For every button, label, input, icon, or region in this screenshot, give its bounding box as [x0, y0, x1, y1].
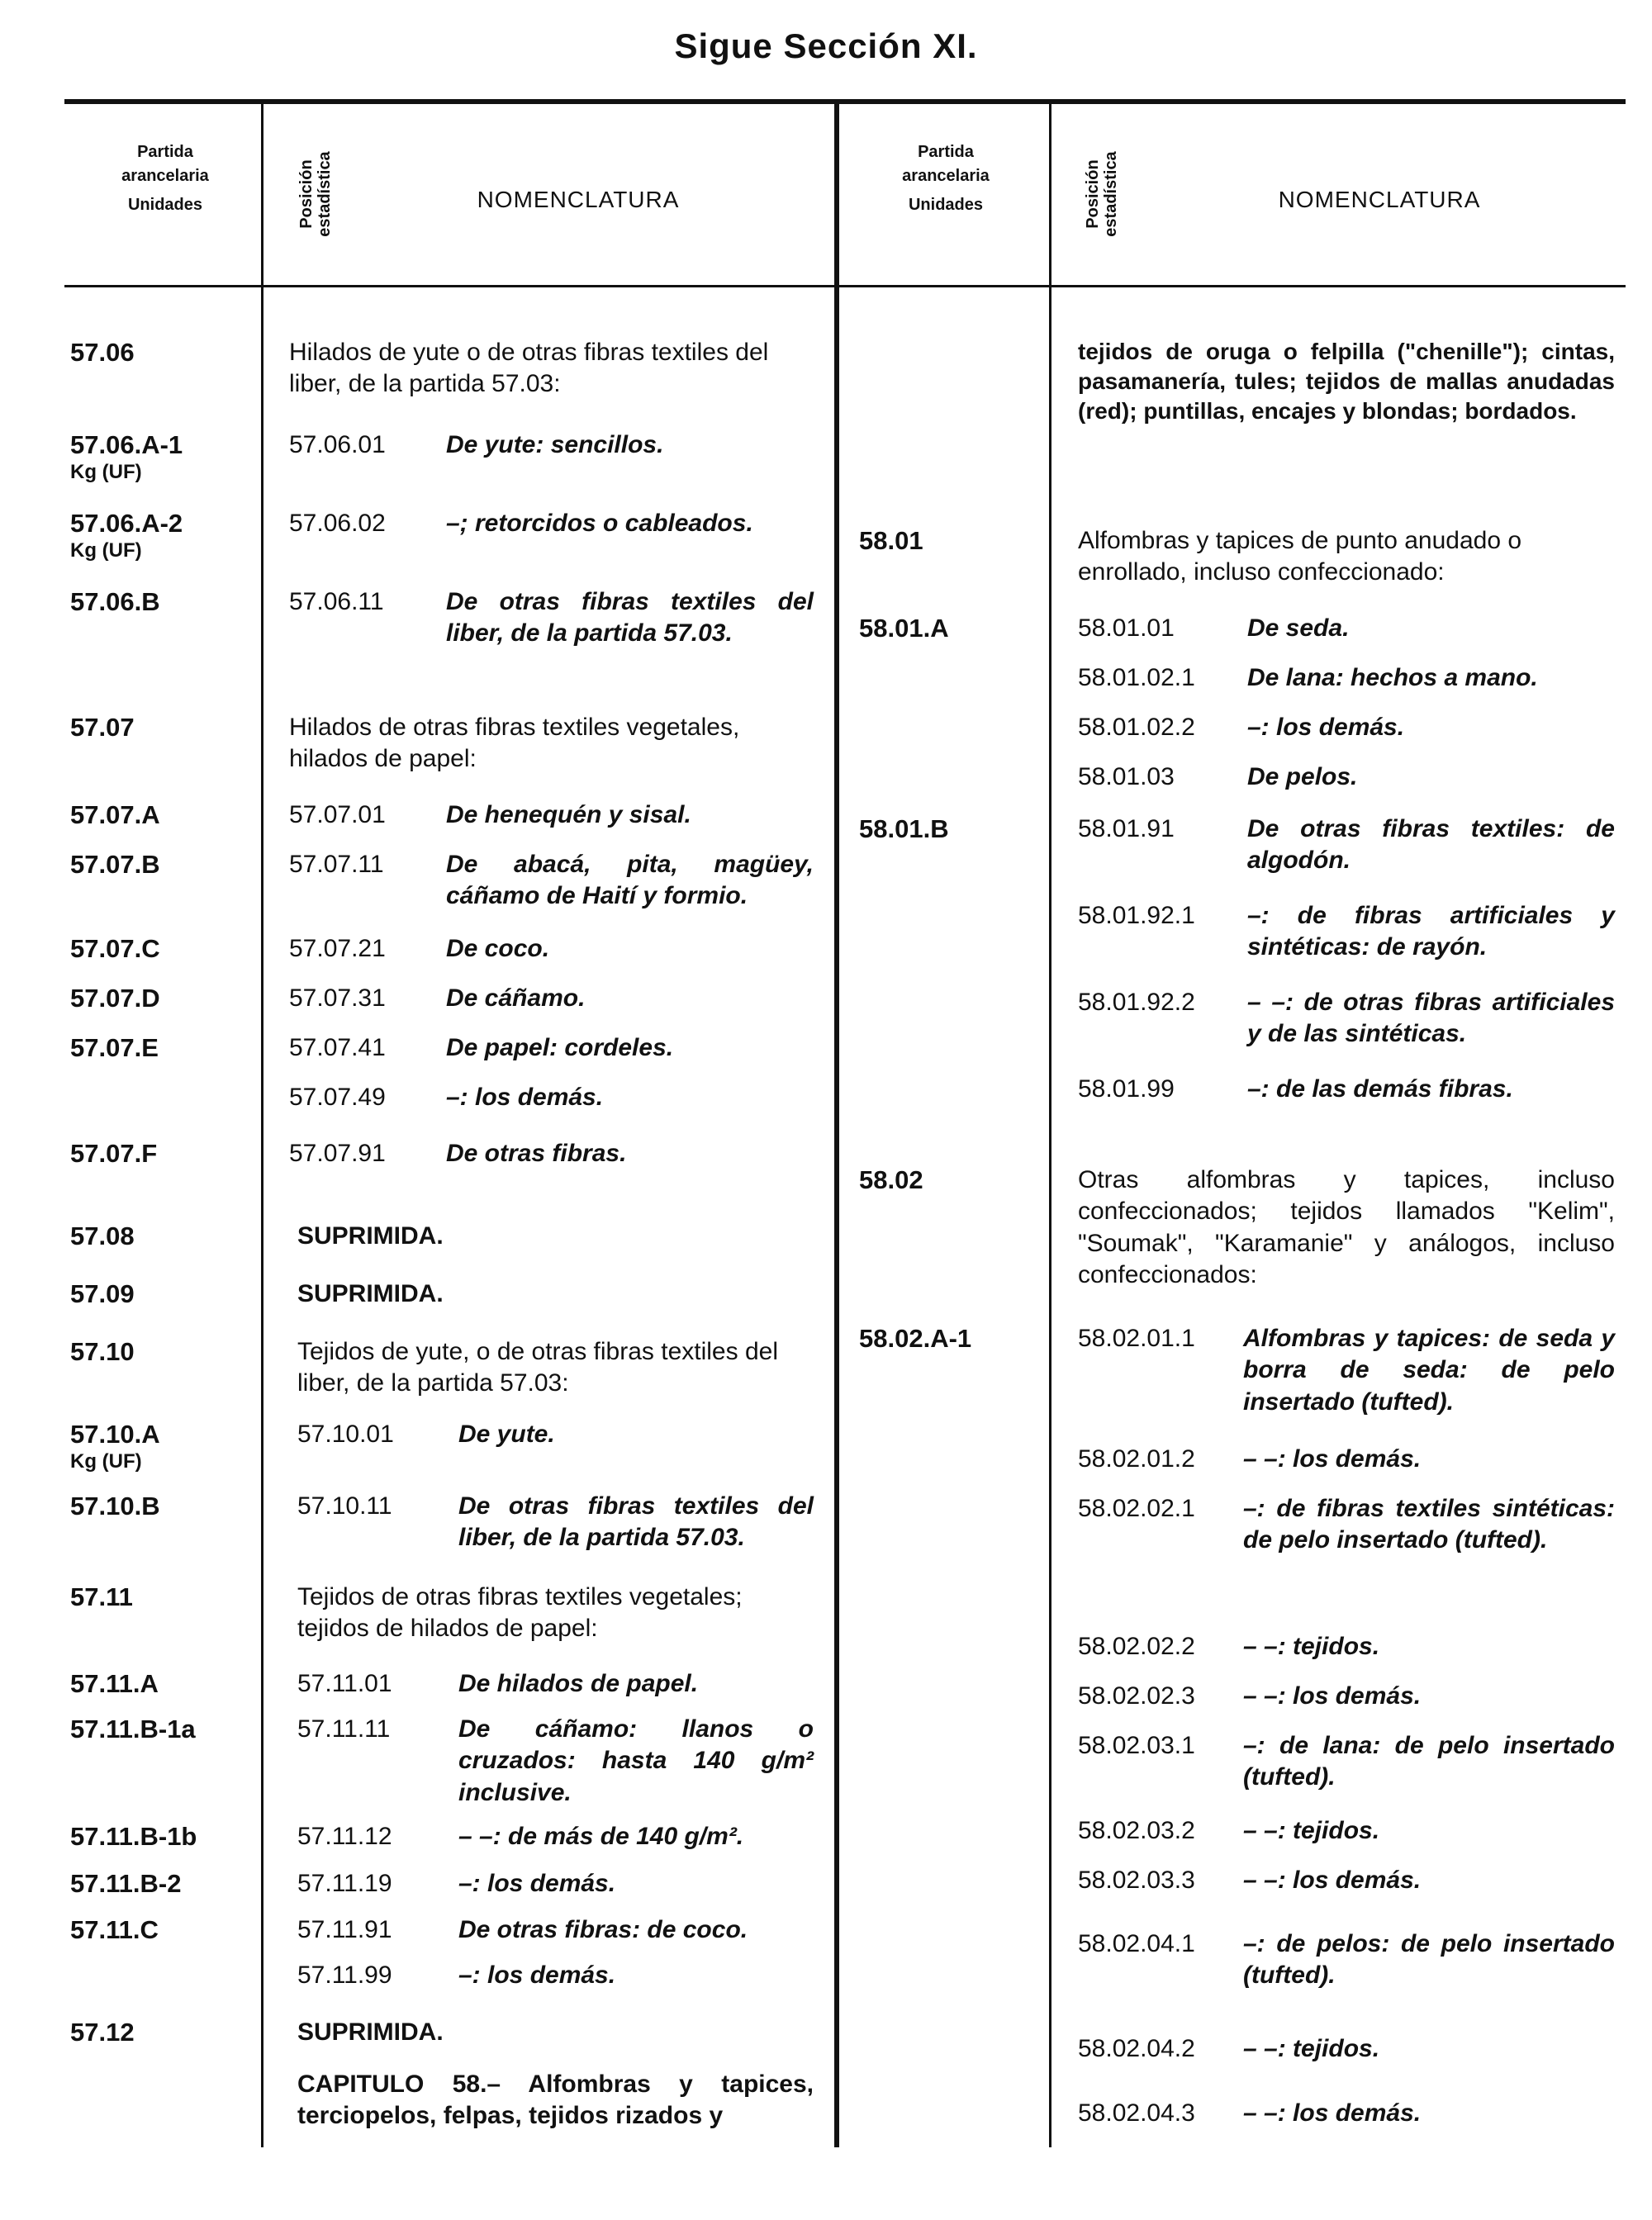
- chapter-heading: CAPITULO 58.– Alfombras y tapices, terciopelos, felpas, tejidos rizados y: [297, 2071, 814, 2130]
- description: De yute: sencillos.: [446, 431, 664, 458]
- description: –: de pelos: de pelo insertado (tufted).: [1243, 1930, 1615, 1990]
- stat-code: 57.06.01: [289, 431, 386, 458]
- description: De yute.: [458, 1421, 555, 1448]
- partida-code: 57.06.A-1 Kg (UF): [70, 430, 183, 483]
- column-divider: [834, 103, 839, 2147]
- partida-code: 57.11.B-1a: [70, 1715, 196, 1743]
- header-posicion: Posición estadística: [1084, 151, 1120, 237]
- stat-code: 58.02.01.1: [1078, 1325, 1195, 1352]
- heading-text: SUPRIMIDA.: [297, 2018, 444, 2046]
- partida-code: 57.11.A: [70, 1669, 159, 1698]
- stat-code: 58.02.02.1: [1078, 1495, 1195, 1522]
- heading-text: SUPRIMIDA.: [297, 1222, 444, 1250]
- partida-code: 57.12: [70, 2018, 135, 2047]
- stat-code: 58.01.99: [1078, 1075, 1175, 1103]
- stat-code: 57.11.19: [297, 1870, 392, 1897]
- stat-code: 57.07.91: [289, 1140, 386, 1167]
- stat-code: 58.02.04.1: [1078, 1930, 1195, 1957]
- stat-code: 57.11.91: [297, 1916, 392, 1943]
- stat-code: 58.02.03.1: [1078, 1732, 1195, 1759]
- description: –: de las demás fibras.: [1247, 1075, 1513, 1103]
- partida-code: 57.06.A-2 Kg (UF): [70, 509, 183, 562]
- stat-code: 57.11.99: [297, 1961, 392, 1989]
- partida-code: 57.07.E: [70, 1033, 159, 1062]
- description: –: de lana: de pelo insertado (tufted).: [1243, 1732, 1615, 1791]
- heading-text: SUPRIMIDA.: [297, 1280, 444, 1307]
- description: Alfombras y tapices: de seda y borra de seda: de pelo insertado (tufted).: [1243, 1325, 1615, 1416]
- stat-code: 57.07.31: [289, 984, 386, 1012]
- heading-text: Tejidos de yute, o de otras fibras textiles del liber, de la partida 57.03:: [297, 1338, 778, 1397]
- partida-code: 57.07.C: [70, 934, 160, 963]
- partida-code: 57.06.B: [70, 587, 160, 616]
- partida-code: 57.11.C: [70, 1915, 159, 1944]
- stat-code: 58.01.92.1: [1078, 902, 1195, 929]
- stat-code: 57.10.11: [297, 1492, 392, 1520]
- stat-code: 58.02.03.3: [1078, 1867, 1195, 1894]
- stat-code: 57.10.01: [297, 1421, 394, 1448]
- stat-code: 58.02.03.2: [1078, 1817, 1195, 1844]
- description: – –: los demás.: [1243, 1445, 1422, 1473]
- partida-code: 58.02.A-1: [859, 1324, 972, 1353]
- description: De otras fibras textiles del liber, de la partida 57.03.: [458, 1492, 814, 1552]
- description: –: los demás.: [458, 1870, 616, 1897]
- partida-code: 57.11: [70, 1582, 133, 1611]
- description: De lana: hechos a mano.: [1247, 664, 1538, 691]
- stat-code: 58.01.02.2: [1078, 714, 1195, 741]
- stat-code: 58.01.01: [1078, 614, 1175, 642]
- unit-label: Kg (UF): [70, 1449, 142, 1473]
- description: – –: los demás.: [1243, 1867, 1422, 1894]
- heading-text: Alfombras y tapices de punto anudado o enrollado, incluso confeccionado:: [1078, 527, 1522, 586]
- stat-code: 58.01.03: [1078, 763, 1175, 790]
- description: –: los demás.: [446, 1084, 604, 1111]
- partida-code: 58.01.B: [859, 814, 949, 843]
- heading-text: Hilados de yute o de otras fibras textiles del liber, de la partida 57.03:: [289, 339, 769, 398]
- partida-code: 57.10: [70, 1337, 135, 1366]
- description: De otras fibras textiles: de algodón.: [1247, 815, 1615, 875]
- stat-code: 58.02.04.3: [1078, 2099, 1195, 2127]
- partida-code: 58.01: [859, 526, 923, 555]
- heading-text: Tejidos de otras fibras textiles vegetales; tejidos de hilados de papel:: [297, 1583, 743, 1643]
- description: – –: tejidos.: [1243, 1633, 1380, 1660]
- partida-code: 58.01.A: [859, 614, 949, 643]
- description: De cáñamo: llanos o cruzados: hasta 140 g/m² inclusive.: [458, 1715, 814, 1806]
- description: –: los demás.: [458, 1961, 616, 1989]
- description: – –: de más de 140 g/m².: [458, 1823, 744, 1850]
- partida-code: 57.07: [70, 713, 135, 742]
- stat-code: 58.01.92.2: [1078, 989, 1195, 1016]
- stat-code: 57.11.01: [297, 1670, 392, 1697]
- description: De papel: cordeles.: [446, 1034, 674, 1061]
- header-nomenclatura: NOMENCLATURA: [1278, 187, 1481, 212]
- page-title: Sigue Sección XI.: [674, 26, 978, 65]
- unit-label: Kg (UF): [70, 538, 142, 562]
- description: De henequén y sisal.: [446, 801, 691, 828]
- partida-code: 57.09: [70, 1279, 135, 1308]
- partida-code: 57.07.D: [70, 984, 160, 1013]
- partida-code: 57.07.F: [70, 1139, 158, 1168]
- stat-code: 57.07.21: [289, 935, 386, 962]
- stat-code: 57.11.11: [297, 1715, 391, 1743]
- description: – –: los demás.: [1243, 1682, 1422, 1710]
- description: –: los demás.: [1247, 714, 1405, 741]
- heading-text: Hilados de otras fibras textiles vegetales, hilados de papel:: [289, 714, 740, 773]
- description: De coco.: [446, 935, 550, 962]
- description: De otras fibras: de coco.: [458, 1916, 748, 1943]
- description: De hilados de papel.: [458, 1670, 699, 1697]
- stat-code: 58.02.04.2: [1078, 2035, 1195, 2062]
- partida-code: 58.02: [859, 1165, 923, 1194]
- header-partida: Partida arancelaria Unidades: [121, 143, 209, 214]
- header-nomenclatura: NOMENCLATURA: [477, 187, 680, 212]
- stat-code: 58.02.02.2: [1078, 1633, 1195, 1660]
- partida-code: 57.07.A: [70, 800, 160, 829]
- stat-code: 57.06.11: [289, 588, 384, 615]
- right-column: [859, 0, 1627, 2220]
- header-posicion: Posición estadística: [297, 151, 334, 237]
- stat-code: 57.06.02: [289, 510, 386, 537]
- description: –: de fibras artificiales y sintéticas: de rayón.: [1247, 902, 1615, 961]
- partida-code: 57.10.B: [70, 1492, 160, 1520]
- stat-code: 57.07.11: [289, 851, 384, 878]
- description: De cáñamo.: [446, 984, 586, 1012]
- description: –; retorcidos o cableados.: [446, 510, 753, 537]
- partida-code: 57.10.A Kg (UF): [70, 1420, 160, 1473]
- partida-code: 57.06: [70, 338, 135, 367]
- chapter-heading-continued: tejidos de oruga o felpilla ("chenille"); cintas, pasamanería, tules; tejidos de mallas anudadas (red); puntillas, encajes y blondas; bordados.: [1078, 339, 1615, 424]
- description: De abacá, pita, magüey, cáñamo de Haití y formio.: [446, 851, 814, 910]
- stat-code: 58.02.01.2: [1078, 1445, 1195, 1473]
- unit-label: Kg (UF): [70, 460, 142, 483]
- description: –: de fibras textiles sintéticas: de pelo insertado (tufted).: [1243, 1495, 1615, 1554]
- description: De otras fibras textiles del liber, de la partida 57.03.: [446, 588, 814, 648]
- description: – –: tejidos.: [1243, 2035, 1380, 2062]
- stat-code: 57.07.49: [289, 1084, 386, 1111]
- heading-text: Otras alfombras y tapices, incluso confeccionados; tejidos llamados "Kelim", "Soumak", "Karamanie" y análogos, incluso confeccionados:: [1078, 1166, 1615, 1289]
- description: De otras fibras.: [446, 1140, 627, 1167]
- partida-code: 57.11.B-2: [70, 1869, 182, 1898]
- description: – –: tejidos.: [1243, 1817, 1380, 1844]
- description: – –: de otras fibras artificiales y de las sintéticas.: [1247, 989, 1615, 1048]
- stat-code: 58.01.02.1: [1078, 664, 1195, 691]
- stat-code: 57.07.01: [289, 801, 386, 828]
- description: – –: los demás.: [1243, 2099, 1422, 2127]
- header-partida: Partida arancelaria Unidades: [902, 143, 990, 214]
- stat-code: 58.01.91: [1078, 815, 1175, 842]
- partida-code: 57.07.B: [70, 850, 160, 879]
- description: De seda.: [1247, 614, 1350, 642]
- stat-code: 57.07.41: [289, 1034, 386, 1061]
- partida-code: 57.11.B-1b: [70, 1822, 197, 1851]
- left-column: [70, 0, 834, 2220]
- description: De pelos.: [1247, 763, 1358, 790]
- stat-code: 57.11.12: [297, 1823, 392, 1850]
- stat-code: 58.02.02.3: [1078, 1682, 1195, 1710]
- partida-code: 57.08: [70, 1221, 135, 1250]
